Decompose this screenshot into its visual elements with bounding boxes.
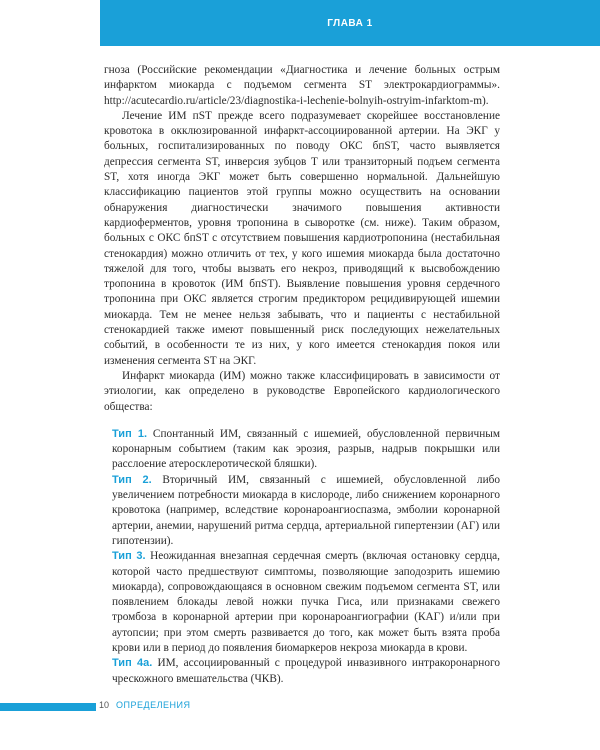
- paragraph-reference: гноза (Российские рекомендации «Диагностика и лечение больных острым инфарктом миокарда с подъемом сегмента ST электрокардиограммы». http://acutecardio.ru/article/23/diagnostika-i-lechenie-bolnyih-ostryim-infarktom-m).: [104, 64, 500, 107]
- mi-type-3-text: Неожиданная внезапная сердечная смерть (включая остановку сердца, которой часто предшествуют симптомы, позволяющие заподозрить ишемию миокарда), сопровождающаяся в основном свежим подъемом сегмента ST, или появлением блокады левой ножки пучка Гиса, или признаками свежего тромбоза в коронарной артерии при коронароангиографии (КАГ) и/или при аутопсии; при этом смерть развивается до того, как может быть взята проба крови или в период до появления биомаркеров некроза миокарда в крови.: [112, 550, 500, 654]
- footer-accent-bar: [0, 703, 96, 711]
- page-body: [104, 63, 500, 687]
- mi-type-4a-text: ИМ, ассоциированный с процедурой инвазивного интракоронарного чрескожного вмешательства (ЧКВ).: [112, 657, 500, 685]
- mi-type-3: [104, 549, 500, 656]
- mi-type-2-text: Вторичный ИМ, связанный с ишемией, обусловленной либо увеличением потребности миокарда в кислороде, либо снижением коронарного кровотока (например, вследствие коронароангиоспазма, эмболии коронарной артерии, анемии, нарушений ритма сердца, артериальной гипертензии (АГ) или гипотензии).: [112, 473, 501, 547]
- chapter-header-bar: [100, 0, 600, 46]
- mi-type-1: [104, 427, 500, 473]
- paragraph-treatment: Лечение ИМ пST прежде всего подразумевает скорейшее восстановление кровотока в окклюзированной инфаркт-ассоциированной артерии. На ЭКГ у больных, госпитализированных по поводу ОКС бпST, часто выявляется депрессия сегмента ST, инверсия зубцов T или транзиторный подъем сегмента ST, хотя иногда ЭКГ может быть совершенно нормальной. Дальнейшую классификацию пациентов этой группы можно осуществить на основании обнаружения диагностически значимого повышения активности кардиоферментов, уровня тропонина в сыворотке (см. ниже). Таким образом, больных с ОКС бпST с отсутствием повышения кардиотропонина (нестабильная стенокардия) можно отличить от тех, у кого ишемия миокарда была достаточно тяжелой для того, чтобы вызвать его некроз, приводящий к высвобождению тропонина в кровоток (ИМ бпST). Выявление повышения уровня сердечного тропонина при ОКС является строгим предиктором рецидивирующей ишемии миокарда. Тем не менее нельзя забывать, что и пациенты с нестабильной стенокардией также имеют повышенный риск последующих нежелательных событий, в особенности те из них, у кого имеется стенокардия покоя или изменения сегмента ST на ЭКГ.: [104, 109, 500, 367]
- chapter-title: ГЛАВА 1: [327, 17, 373, 29]
- mi-type-4a: [104, 656, 500, 687]
- mi-type-2: [104, 473, 500, 549]
- page-number: 10: [99, 700, 110, 710]
- mi-type-3-label: Тип 3.: [112, 550, 146, 563]
- mi-type-2-label: Тип 2.: [112, 473, 152, 486]
- mi-type-1-label: Тип 1.: [112, 427, 148, 440]
- paragraph-classification-intro: Инфаркт миокарда (ИМ) можно также классифицировать в зависимости от этиологии, как определено в руководстве Европейского кардиологического общества:: [104, 369, 500, 413]
- mi-type-1-text: Спонтанный ИМ, связанный с ишемией, обусловленной первичным коронарным событием (таким как эрозия, разрыв, надрыв покрышки или расслоение атеросклеротической бляшки).: [112, 427, 500, 471]
- footer-section-name: ОПРЕДЕЛЕНИЯ: [116, 700, 191, 710]
- mi-type-4a-label: Тип 4а.: [112, 657, 153, 670]
